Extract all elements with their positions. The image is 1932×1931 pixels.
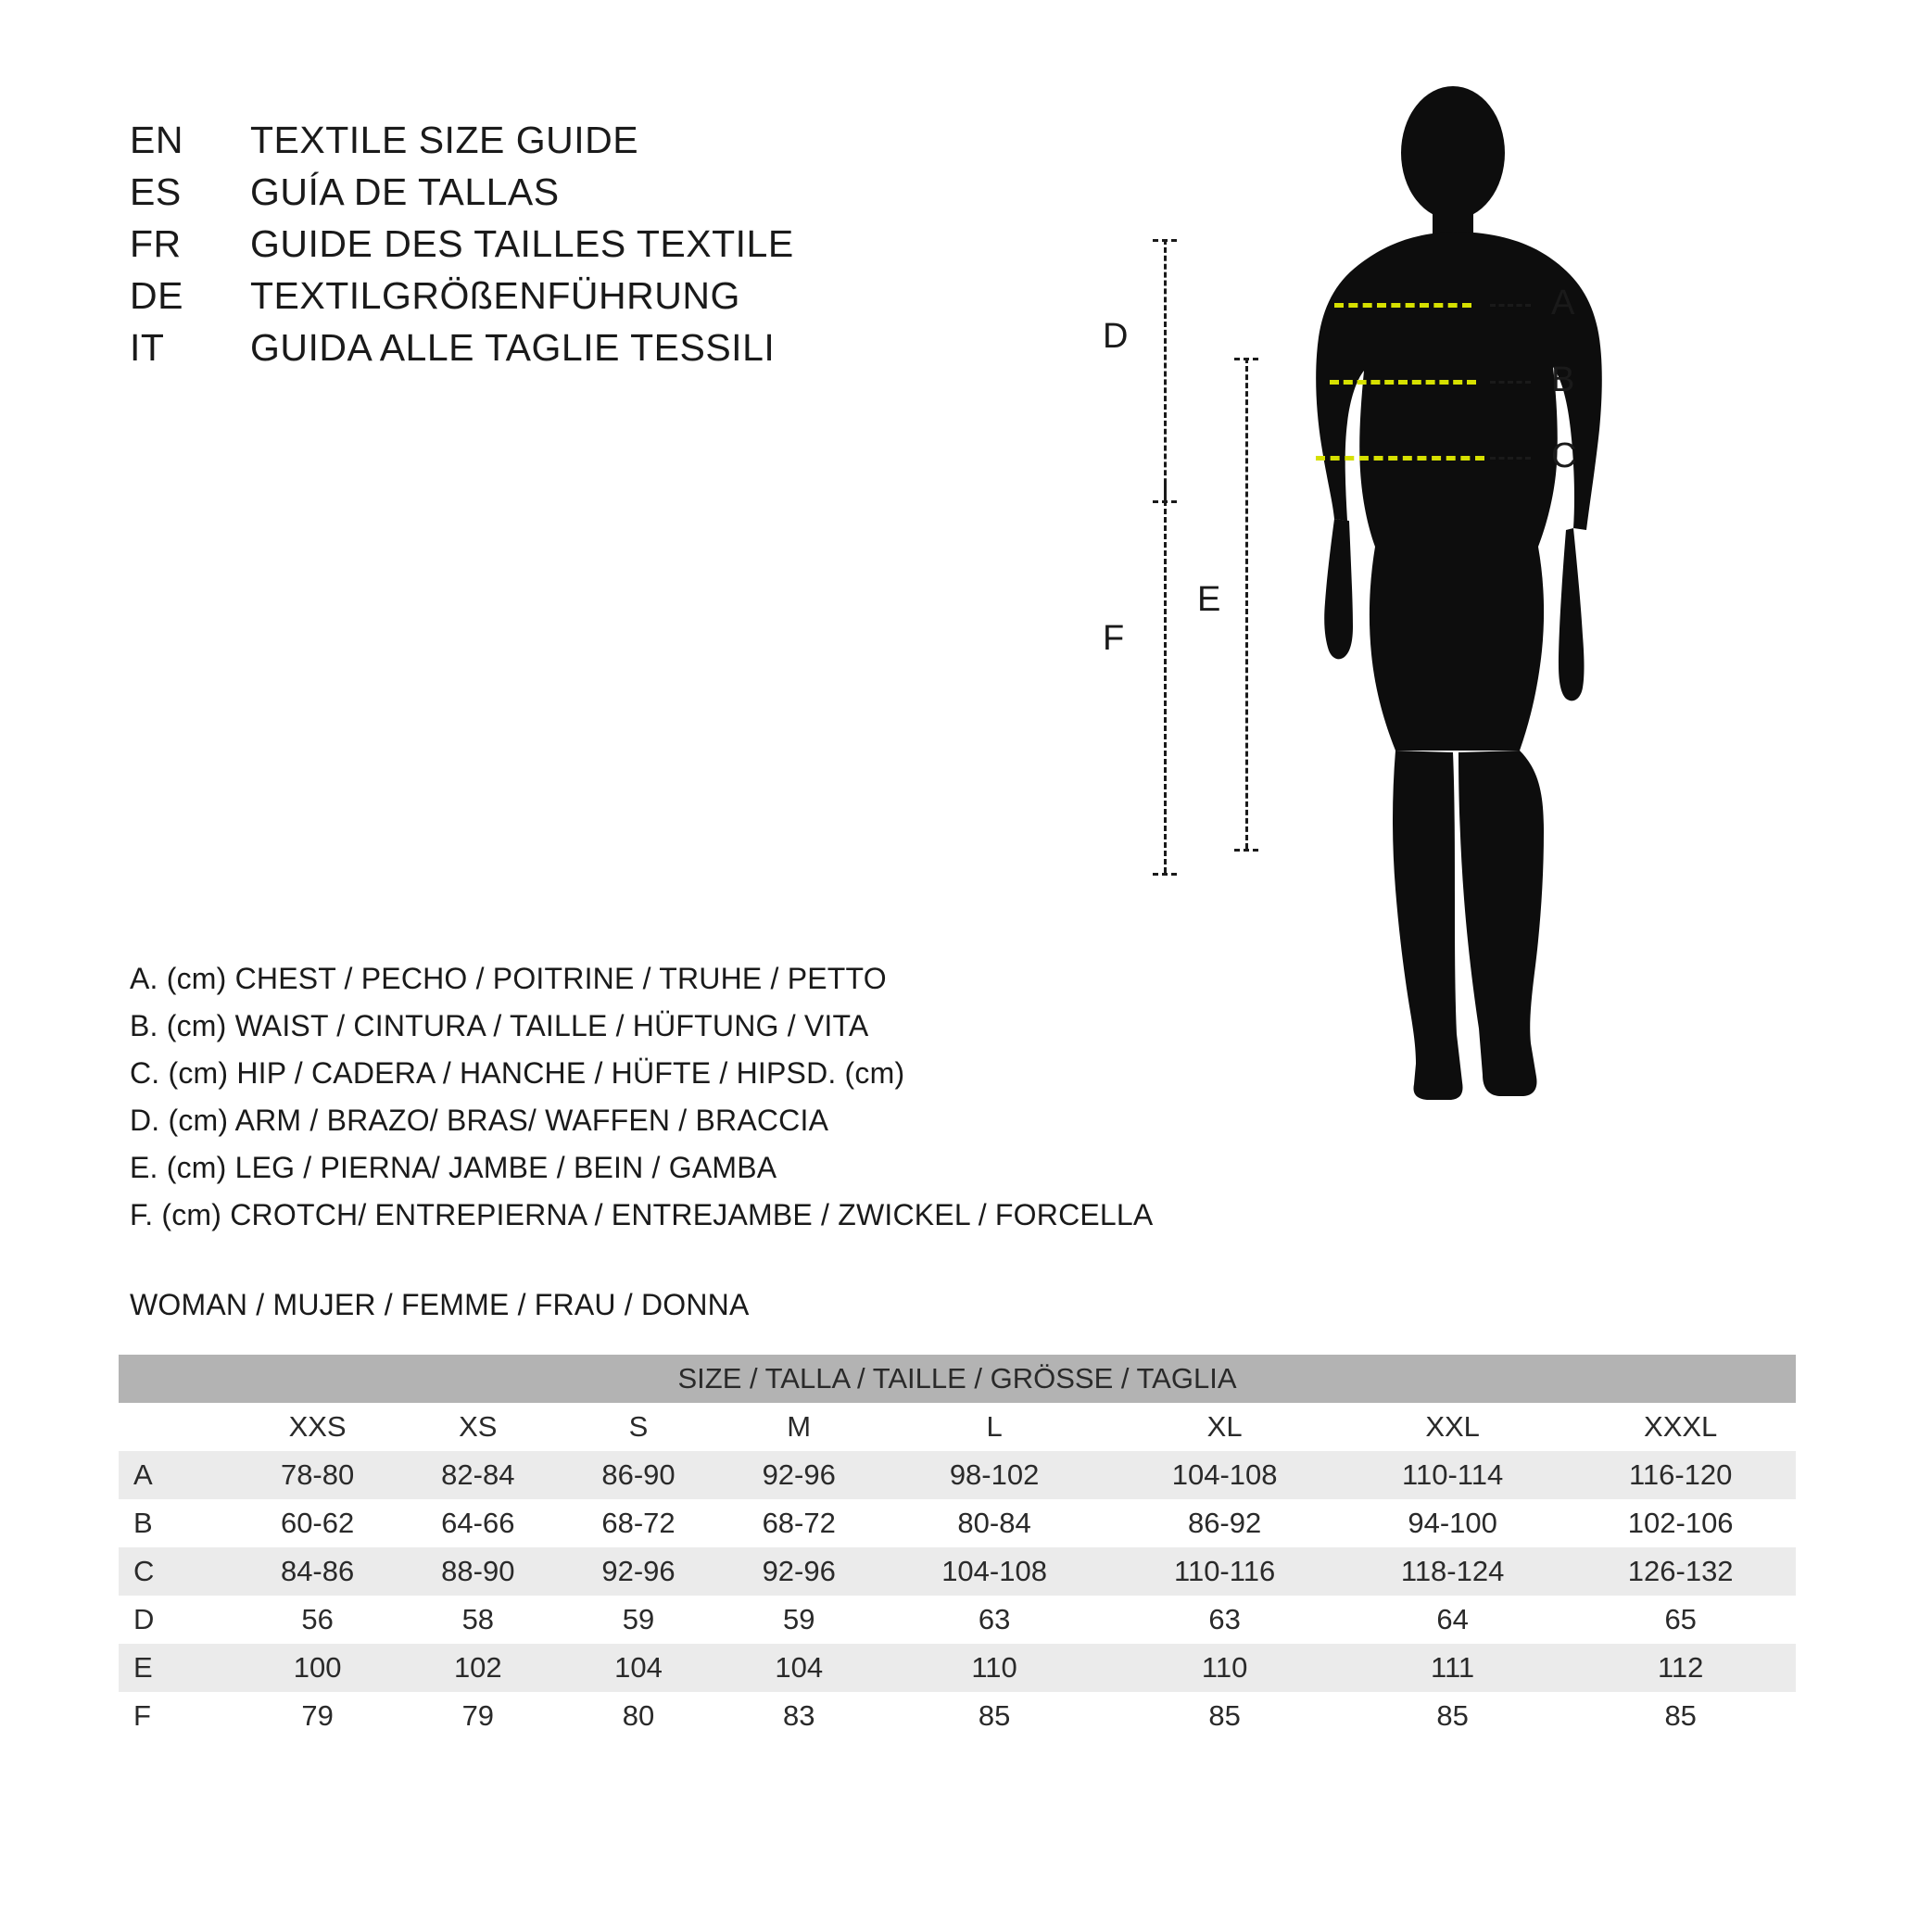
cell-d-l: 63 — [879, 1596, 1110, 1644]
gender-label: WOMAN / MUJER / FEMME / FRAU / DONNA — [130, 1288, 750, 1321]
marker-label-f: F — [1103, 619, 1125, 658]
cell-c-l: 104-108 — [879, 1547, 1110, 1596]
cell-d-xxs: 56 — [237, 1596, 398, 1644]
cell-c-xxxl: 126-132 — [1565, 1547, 1796, 1596]
cell-f-s: 80 — [558, 1692, 718, 1740]
title-text-es: GUÍA DE TALLAS — [250, 170, 560, 213]
cell-f-m: 83 — [719, 1692, 879, 1740]
marker-label-d: D — [1103, 317, 1129, 356]
cell-f-xxxl: 85 — [1565, 1692, 1796, 1740]
cell-b-xxl: 94-100 — [1340, 1499, 1565, 1547]
table-row — [119, 1547, 1796, 1596]
title-row — [130, 119, 794, 170]
column-header-xl: XL — [1109, 1403, 1340, 1451]
row-label-d: D — [119, 1596, 237, 1644]
cell-e-m: 104 — [719, 1644, 879, 1692]
cell-b-xxs: 60-62 — [237, 1499, 398, 1547]
legend-item-b: B. (cm) WAIST / CINTURA / TAILLE / HÜFTUNG / VITA — [130, 1009, 869, 1042]
marker-label-a: A — [1551, 284, 1575, 322]
cell-a-xxs: 78-80 — [237, 1451, 398, 1499]
table-header-row — [119, 1403, 1796, 1451]
column-header-xxs: XXS — [237, 1403, 398, 1451]
cell-c-xxl: 118-124 — [1340, 1547, 1565, 1596]
crotch-dimension-cap-bottom — [1153, 873, 1177, 876]
arm-dimension-cap-top — [1153, 239, 1177, 242]
column-header-s: S — [558, 1403, 718, 1451]
cell-f-l: 85 — [879, 1692, 1110, 1740]
title-text-en: TEXTILE SIZE GUIDE — [250, 119, 639, 161]
marker-label-e: E — [1197, 580, 1221, 619]
cell-a-s: 86-90 — [558, 1451, 718, 1499]
chest-measure-line — [1334, 303, 1471, 308]
cell-d-xs: 58 — [398, 1596, 558, 1644]
cell-a-m: 92-96 — [719, 1451, 879, 1499]
column-header-xxxl: XXXL — [1565, 1403, 1796, 1451]
cell-c-xl: 110-116 — [1109, 1547, 1340, 1596]
column-header-m: M — [719, 1403, 879, 1451]
waist-leader-line — [1490, 381, 1531, 384]
title-row — [130, 274, 794, 326]
title-text-fr: GUIDE DES TAILLES TEXTILE — [250, 222, 794, 265]
waist-measure-line — [1330, 380, 1476, 385]
table-title-row — [119, 1355, 1796, 1403]
title-block — [130, 119, 794, 378]
title-row — [130, 222, 794, 274]
arm-dimension-line — [1164, 239, 1167, 500]
table-row — [119, 1692, 1796, 1740]
marker-label-c: C — [1551, 436, 1577, 475]
cell-c-s: 92-96 — [558, 1547, 718, 1596]
crotch-dimension-line — [1164, 484, 1167, 873]
cell-c-xs: 88-90 — [398, 1547, 558, 1596]
legend-block — [130, 962, 1153, 1245]
title-lang-de: DE — [130, 274, 183, 317]
cell-e-s: 104 — [558, 1644, 718, 1692]
title-lang-it: IT — [130, 326, 165, 369]
hip-leader-line — [1490, 457, 1531, 460]
cell-a-l: 98-102 — [879, 1451, 1110, 1499]
title-lang-es: ES — [130, 170, 182, 213]
title-text-de: TEXTILGRÖßENFÜHRUNG — [250, 274, 740, 317]
cell-a-xxl: 110-114 — [1340, 1451, 1565, 1499]
cell-e-xs: 102 — [398, 1644, 558, 1692]
leg-dimension-line — [1245, 358, 1248, 849]
table-row — [119, 1644, 1796, 1692]
title-lang-fr: FR — [130, 222, 182, 265]
female-body-silhouette — [1149, 65, 1909, 1158]
cell-c-m: 92-96 — [719, 1547, 879, 1596]
cell-f-xs: 79 — [398, 1692, 558, 1740]
size-chart-table — [119, 1355, 1796, 1740]
cell-e-xl: 110 — [1109, 1644, 1340, 1692]
row-label-e: E — [119, 1644, 237, 1692]
row-label-c: C — [119, 1547, 237, 1596]
table-title: SIZE / TALLA / TAILLE / GRÖSSE / TAGLIA — [677, 1362, 1237, 1395]
column-header-xs: XS — [398, 1403, 558, 1451]
cell-b-xs: 64-66 — [398, 1499, 558, 1547]
title-text-it: GUIDA ALLE TAGLIE TESSILI — [250, 326, 776, 369]
cell-d-s: 59 — [558, 1596, 718, 1644]
body-measurement-figure — [1103, 65, 1909, 1158]
cell-e-xxs: 100 — [237, 1644, 398, 1692]
cell-f-xxl: 85 — [1340, 1692, 1565, 1740]
row-label-f: F — [119, 1692, 237, 1740]
cell-a-xs: 82-84 — [398, 1451, 558, 1499]
cell-e-xxxl: 112 — [1565, 1644, 1796, 1692]
cell-b-m: 68-72 — [719, 1499, 879, 1547]
title-row — [130, 170, 794, 222]
cell-d-m: 59 — [719, 1596, 879, 1644]
legend-item-f: F. (cm) CROTCH/ ENTREPIERNA / ENTREJAMBE / ZWICKEL / FORCELLA — [130, 1198, 1154, 1231]
table-corner-cell — [119, 1403, 237, 1451]
hip-measure-line — [1316, 456, 1484, 461]
cell-a-xxxl: 116-120 — [1565, 1451, 1796, 1499]
legend-item-a: A. (cm) CHEST / PECHO / POITRINE / TRUHE / PETTO — [130, 962, 887, 995]
cell-c-xxs: 84-86 — [237, 1547, 398, 1596]
cell-f-xl: 85 — [1109, 1692, 1340, 1740]
leg-dimension-cap-bottom — [1234, 849, 1258, 852]
table-row — [119, 1596, 1796, 1644]
title-lang-en: EN — [130, 119, 183, 161]
cell-d-xxl: 64 — [1340, 1596, 1565, 1644]
table-row — [119, 1451, 1796, 1499]
column-header-l: L — [879, 1403, 1110, 1451]
cell-f-xxs: 79 — [237, 1692, 398, 1740]
legend-item-d: D. (cm) ARM / BRAZO/ BRAS/ WAFFEN / BRACCIA — [130, 1104, 829, 1137]
row-label-a: A — [119, 1451, 237, 1499]
cell-d-xl: 63 — [1109, 1596, 1340, 1644]
row-label-b: B — [119, 1499, 237, 1547]
leg-dimension-cap-top — [1234, 358, 1258, 360]
title-row — [130, 326, 794, 378]
cell-e-l: 110 — [879, 1644, 1110, 1692]
chest-leader-line — [1490, 304, 1531, 307]
table-row — [119, 1499, 1796, 1547]
column-header-xxl: XXL — [1340, 1403, 1565, 1451]
cell-b-l: 80-84 — [879, 1499, 1110, 1547]
legend-item-e: E. (cm) LEG / PIERNA/ JAMBE / BEIN / GAMBA — [130, 1151, 777, 1184]
marker-label-b: B — [1551, 360, 1575, 399]
cell-a-xl: 104-108 — [1109, 1451, 1340, 1499]
cell-b-s: 68-72 — [558, 1499, 718, 1547]
cell-b-xxxl: 102-106 — [1565, 1499, 1796, 1547]
legend-item-c: C. (cm) HIP / CADERA / HANCHE / HÜFTE / HIPSD. (cm) — [130, 1056, 905, 1090]
cell-e-xxl: 111 — [1340, 1644, 1565, 1692]
cell-b-xl: 86-92 — [1109, 1499, 1340, 1547]
cell-d-xxxl: 65 — [1565, 1596, 1796, 1644]
